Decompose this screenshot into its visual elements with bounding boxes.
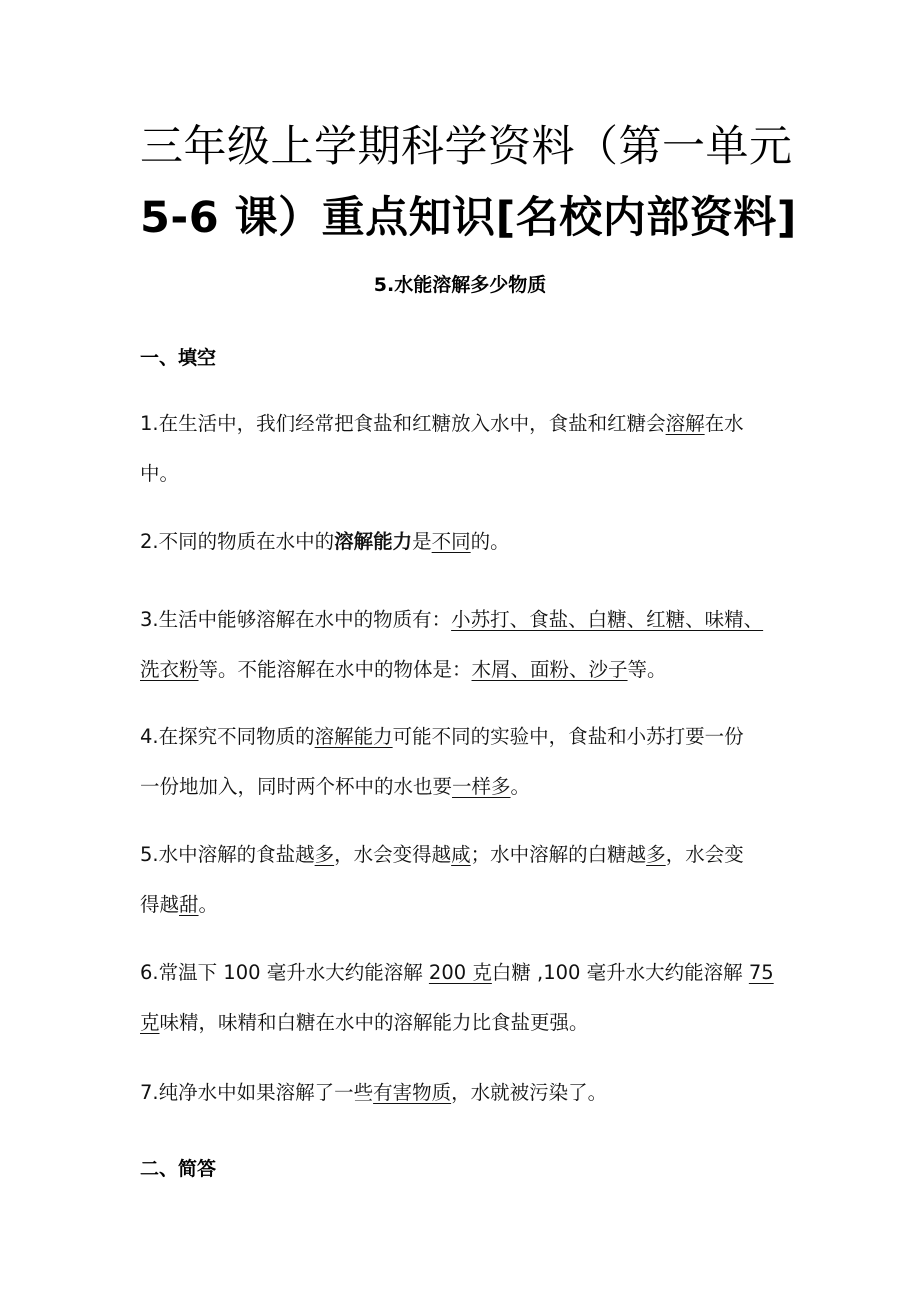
question-2-text-mid: 是: [412, 530, 432, 553]
question-7-answer: 有害物质: [373, 1081, 452, 1104]
question-4-answer-2: 一样多: [452, 775, 511, 798]
question-5-answer-3: 多: [646, 843, 666, 866]
question-5-text-4: ，水会变: [665, 843, 744, 866]
question-6-answer-2: 75: [748, 961, 774, 984]
question-4-text-end: 。: [510, 775, 531, 798]
question-1-text: 1.在生活中，我们经常把食盐和红糖放入水中，食盐和红糖会: [140, 412, 666, 435]
question-5-text-5: 得越: [140, 893, 180, 916]
question-2: [140, 517, 790, 567]
question-6-text-end: 味精，味精和白糖在水中的溶解能力比食盐更强。: [159, 1011, 589, 1034]
question-5-answer-2: 咸: [451, 843, 471, 866]
question-6: [140, 948, 790, 1048]
question-5-text-2: ，水会变得越: [334, 843, 452, 866]
question-5-answer-1: 多: [314, 843, 335, 866]
question-3-answer-soluble: 小苏打、食盐、白糖、红糖、味精、: [451, 608, 764, 631]
question-3-text: 3.生活中能够溶解在水中的物质有：: [140, 608, 452, 631]
question-3-text-end: 等。: [627, 658, 667, 681]
question-4-answer-1: 溶解能力: [314, 725, 393, 748]
question-5-text: 5.水中溶解的食盐越: [140, 843, 315, 866]
document-title-line-2: 5-6 课）重点知识[名校内部资料]: [140, 193, 797, 243]
question-5-text-3: ；水中溶解的白糖越: [470, 843, 647, 866]
question-6-answer-2-unit: 克: [140, 1011, 160, 1034]
question-5-text-end: 。: [198, 893, 219, 916]
question-3-answer-insoluble: 木屑、面粉、沙子: [471, 658, 628, 681]
question-5: [140, 830, 790, 930]
question-6-text-2: 白糖 ,100 毫升水大约能溶解: [491, 961, 749, 984]
question-3: [140, 595, 790, 695]
question-4-text-2: 一份地加入，同时两个杯中的水也要: [140, 775, 453, 798]
question-2-text: 2.不同的物质在水中的: [140, 530, 335, 553]
question-4-text: 4.在探究不同物质的: [140, 725, 315, 748]
question-3-answer-soluble-cont: 洗衣粉: [140, 658, 199, 681]
question-6-answer-1: 200 克: [428, 961, 492, 984]
question-1-text-tail: 在水: [704, 412, 744, 435]
question-7: [140, 1068, 790, 1118]
section-heading-short-answer: 二、简答: [140, 1158, 217, 1180]
document-title-line-1: 三年级上学期科学资料（第一单元: [140, 122, 793, 172]
question-7-text: 7.纯净水中如果溶解了一些: [140, 1081, 374, 1104]
question-4: [140, 712, 790, 812]
question-3-text-mid: 等。不能溶解在水中的物体是：: [198, 658, 472, 681]
lesson-subtitle: 5.水能溶解多少物质: [373, 274, 547, 296]
question-1-text-end: 中。: [140, 462, 180, 485]
question-1: [140, 399, 790, 499]
section-heading-fill-blank: 一、填空: [140, 347, 217, 369]
question-1-answer: 溶解: [665, 412, 705, 435]
question-5-answer-4: 甜: [179, 893, 199, 916]
question-2-text-end: 的。: [470, 530, 510, 553]
question-6-text: 6.常温下 100 毫升水大约能溶解: [140, 961, 429, 984]
question-2-keyword: 溶解能力: [334, 530, 413, 553]
question-7-text-end: ，水就被污染了。: [451, 1081, 608, 1104]
question-2-answer: 不同: [431, 530, 471, 553]
question-4-text-mid: 可能不同的实验中，食盐和小苏打要一份: [392, 725, 744, 748]
